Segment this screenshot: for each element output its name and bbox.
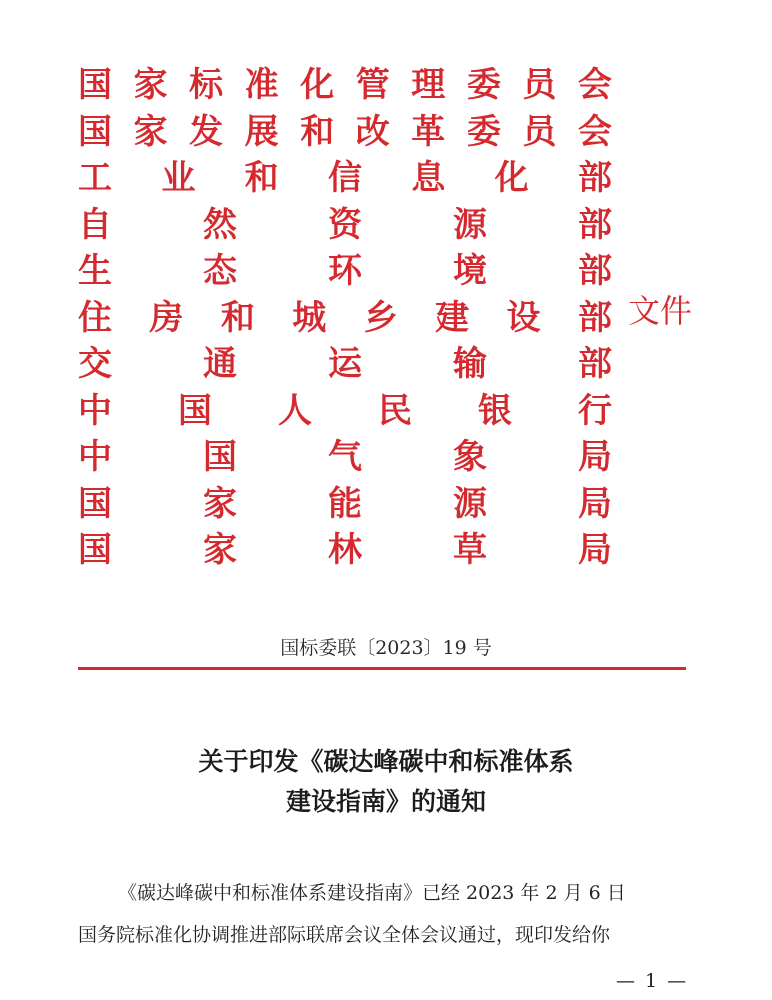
agency-row (78, 62, 612, 109)
agency-char: 部 (578, 251, 612, 292)
agency-char: 展 (244, 111, 279, 152)
agency-char: 员 (522, 65, 557, 106)
title-line: 关于印发《碳达峰碳中和标准体系 (198, 747, 574, 776)
agency-row (78, 248, 612, 295)
agency-char: 环 (328, 251, 362, 292)
agency-char: 国 (178, 390, 212, 431)
agency-row (78, 481, 612, 528)
agency-char: 境 (453, 251, 487, 292)
agency-char: 家 (203, 483, 237, 524)
body-paragraph (78, 872, 698, 956)
agency-char: 管 (355, 65, 390, 106)
agency-char: 局 (578, 530, 612, 571)
agency-char: 和 (244, 158, 279, 199)
agency-char: 家 (203, 530, 237, 571)
agency-char: 国 (203, 437, 237, 478)
agency-char: 理 (411, 65, 446, 106)
agency-char: 建 (435, 297, 470, 338)
agency-char: 发 (189, 111, 224, 152)
agency-char: 态 (203, 251, 237, 292)
agency-char: 委 (466, 111, 501, 152)
agency-char: 国 (78, 65, 112, 106)
agency-char: 会 (577, 65, 612, 106)
agency-char: 人 (278, 390, 312, 431)
agency-row (78, 155, 612, 202)
agency-char: 和 (220, 297, 255, 338)
agency-char: 能 (328, 483, 362, 524)
agency-char: 息 (411, 158, 446, 199)
agency-char: 部 (578, 344, 612, 385)
agency-char: 草 (453, 530, 487, 571)
agency-char: 革 (411, 111, 446, 152)
agency-char: 中 (78, 437, 112, 478)
agency-row (78, 434, 612, 481)
agency-char: 城 (292, 297, 327, 338)
agency-char: 国 (78, 111, 112, 152)
agency-char: 改 (355, 111, 390, 152)
agency-char: 房 (149, 297, 184, 338)
agency-char: 民 (378, 390, 412, 431)
agency-char: 行 (578, 390, 612, 431)
agency-char: 员 (522, 111, 557, 152)
agency-char: 和 (300, 111, 335, 152)
agency-row (78, 341, 612, 388)
paragraph-line: 国务院标准化协调推进部际联席会议全体会议通过，现印发给你 (78, 924, 611, 946)
agency-char: 部 (578, 204, 612, 245)
agency-char: 化 (300, 65, 335, 106)
agency-char: 资 (328, 204, 362, 245)
agency-char: 业 (161, 158, 196, 199)
agency-char: 然 (203, 204, 237, 245)
agency-char: 国 (78, 530, 112, 571)
agency-char: 设 (506, 297, 541, 338)
agency-char: 通 (203, 344, 237, 385)
agency-row (78, 295, 612, 342)
agency-char: 部 (577, 158, 612, 199)
agency-char: 交 (78, 344, 112, 385)
issuing-agencies (78, 62, 612, 574)
agency-char: 气 (328, 437, 362, 478)
agency-char: 委 (466, 65, 501, 106)
document-number: 国标委联〔2023〕19 号 (280, 637, 492, 659)
title-line: 建设指南》的通知 (285, 787, 486, 816)
agency-row (78, 109, 612, 156)
agency-row (78, 388, 612, 435)
agency-char: 会 (577, 111, 612, 152)
agency-char: 象 (453, 437, 487, 478)
document-suffix: 文件 (628, 292, 693, 330)
agency-char: 输 (453, 344, 487, 385)
agency-char: 准 (244, 65, 279, 106)
agency-char: 家 (133, 111, 168, 152)
agency-char: 源 (453, 483, 487, 524)
agency-char: 银 (478, 390, 512, 431)
agency-char: 局 (578, 483, 612, 524)
agency-char: 生 (78, 251, 112, 292)
paragraph-line: 《碳达峰碳中和标准体系建设指南》已经 2023 年 2 月 6 日 (118, 882, 626, 904)
agency-char: 部 (577, 297, 612, 338)
agency-char: 国 (78, 483, 112, 524)
agency-char: 信 (327, 158, 362, 199)
agency-char: 乡 (363, 297, 398, 338)
page-number: — 1 — (616, 970, 689, 992)
agency-row (78, 527, 612, 574)
agency-char: 中 (78, 390, 112, 431)
header-divider (78, 667, 686, 670)
agency-char: 住 (78, 297, 112, 338)
agency-char: 家 (133, 65, 168, 106)
agency-char: 运 (328, 344, 362, 385)
agency-char: 局 (578, 437, 612, 478)
agency-char: 化 (494, 158, 529, 199)
agency-char: 源 (453, 204, 487, 245)
document-title (0, 742, 772, 822)
agency-char: 林 (328, 530, 362, 571)
agency-char: 标 (189, 65, 224, 106)
agency-char: 自 (78, 204, 112, 245)
agency-char: 工 (78, 158, 112, 199)
agency-row (78, 202, 612, 249)
